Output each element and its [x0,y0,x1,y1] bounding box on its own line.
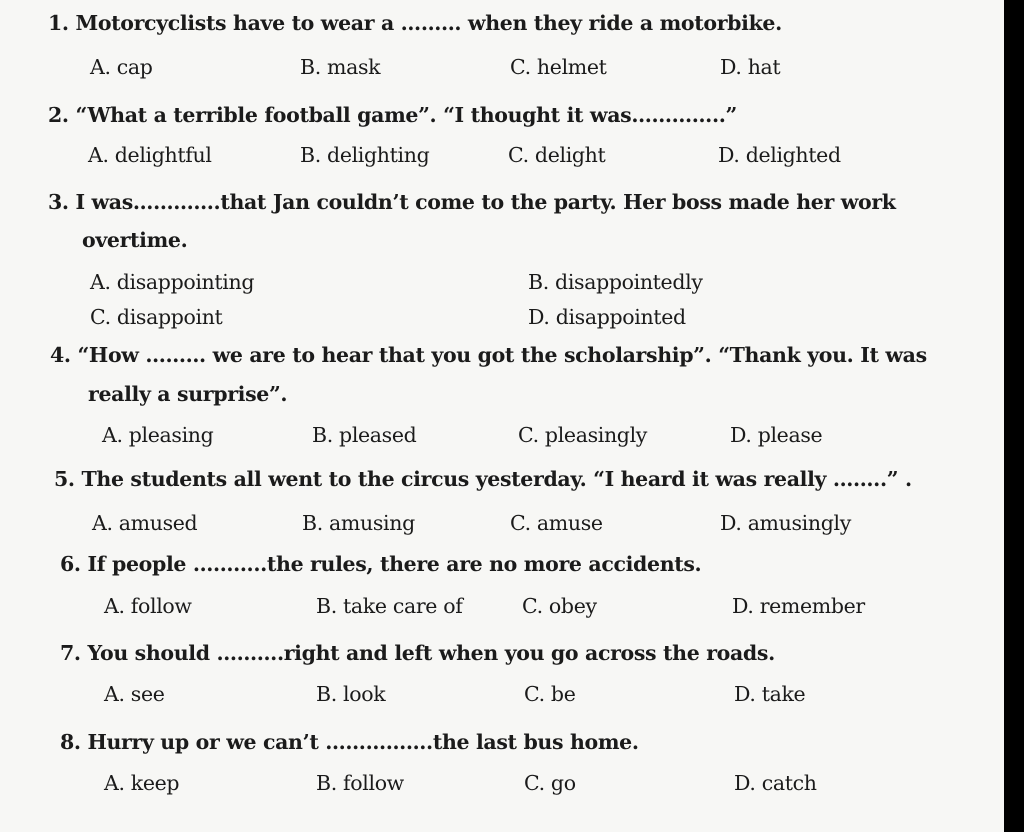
question-3-stem-line-1: 3. I was………….that Jan couldn’t come to the party. Her boss made her work [48,190,896,214]
question-2-option-c: C. delight [508,143,606,167]
question-1-option-c: C. helmet [510,55,607,79]
question-2-option-a: A. delightful [88,143,212,167]
question-5-stem: 5. The students all went to the circus yesterday. “I heard it was really ……..” . [54,467,912,491]
question-3-option-d: D. disappointed [528,305,686,329]
question-8-option-a: A. keep [104,771,180,795]
question-8-option-c: C. go [524,771,576,795]
question-7-stem: 7. You should ……….right and left when you go across the roads. [60,641,775,665]
question-5-option-d: D. amusingly [720,511,851,535]
question-4-option-a: A. pleasing [102,423,214,447]
dark-right-border [1004,0,1024,832]
question-7-option-c: C. be [524,682,576,706]
question-7-option-a: A. see [104,682,165,706]
question-5-option-a: A. amused [92,511,198,535]
question-3-stem-line-2: overtime. [82,228,188,252]
question-6-option-a: A. follow [104,594,192,618]
question-4-option-d: D. please [730,423,823,447]
question-6-option-b: B. take care of [316,594,463,618]
question-2-stem: 2. “What a terrible football game”. “I thought it was…………..” [48,103,737,127]
question-8-option-b: B. follow [316,771,404,795]
question-4-stem-line-2: really a surprise”. [88,382,288,406]
question-2-option-b: B. delighting [300,143,430,167]
question-8-stem: 8. Hurry up or we can’t …………….the last bus home. [60,730,639,754]
question-4-stem-line-1: 4. “How ……… we are to hear that you got the scholarship”. “Thank you. It was [50,343,927,367]
question-2-option-d: D. delighted [718,143,841,167]
question-4-option-b: B. pleased [312,423,417,447]
question-5-option-c: C. amuse [510,511,603,535]
question-6-option-c: C. obey [522,594,597,618]
question-3-option-c: C. disappoint [90,305,223,329]
question-1-option-b: B. mask [300,55,381,79]
question-1-option-a: A. cap [90,55,153,79]
question-3-option-b: B. disappointedly [528,270,703,294]
question-8-option-d: D. catch [734,771,817,795]
question-3-option-a: A. disappointing [90,270,255,294]
question-7-option-d: D. take [734,682,806,706]
question-1-stem: 1. Motorcyclists have to wear a ……… when they ride a motorbike. [48,11,782,35]
question-1-option-d: D. hat [720,55,781,79]
question-6-stem: 6. If people ………..the rules, there are no more accidents. [60,552,702,576]
question-5-option-b: B. amusing [302,511,415,535]
question-7-option-b: B. look [316,682,386,706]
question-6-option-d: D. remember [732,594,865,618]
question-4-option-c: C. pleasingly [518,423,648,447]
